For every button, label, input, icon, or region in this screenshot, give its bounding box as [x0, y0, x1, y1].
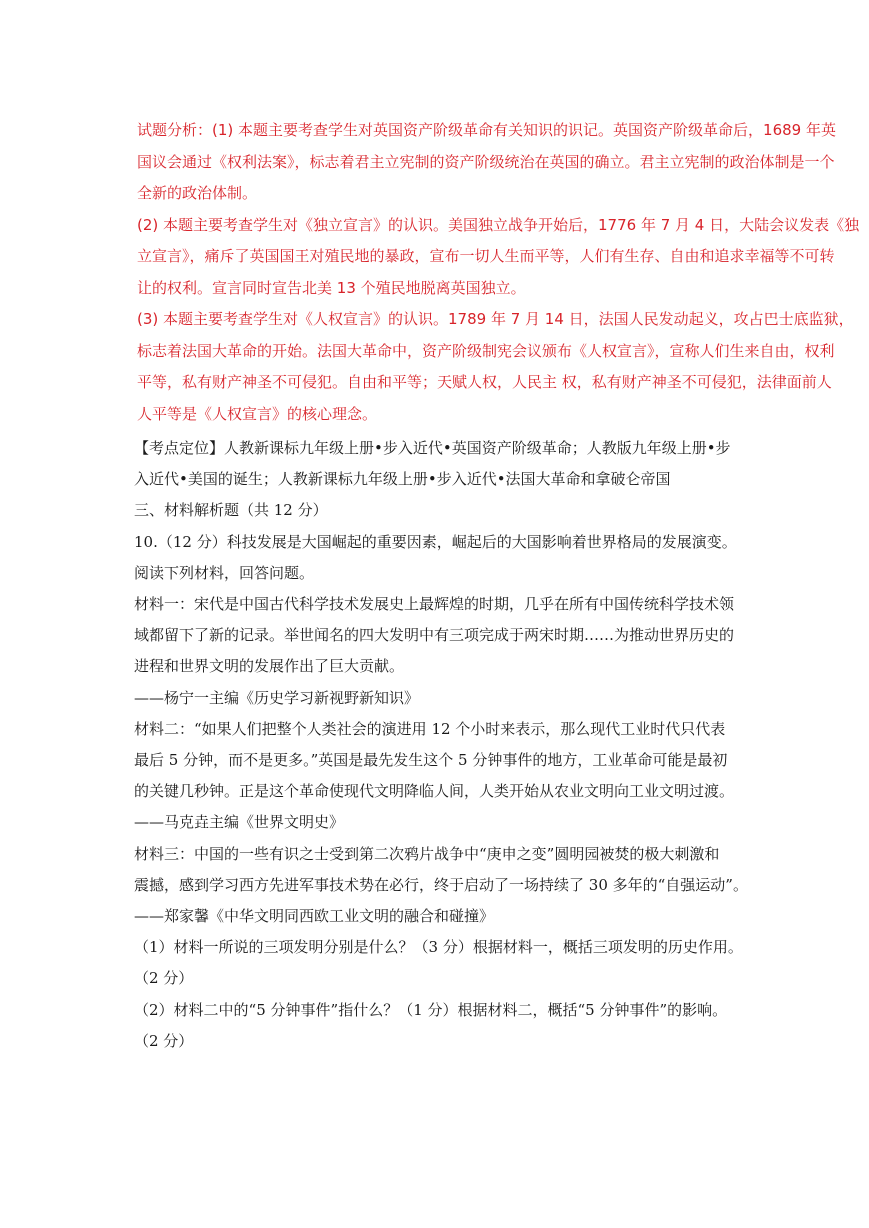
question-body — [134, 433, 794, 1057]
sub-question-score: （2 分） — [134, 969, 194, 988]
material-line: 域都留下了新的记录。举世闻名的四大发明中有三项完成于两宋时期……为推动世界历史的 — [134, 626, 735, 645]
sub-question: （2）材料二中的“5 分钟事件”指什么？（1 分）根据材料二，概括“5 分钟事件”的影响。 — [134, 1000, 728, 1019]
answer-analysis — [137, 115, 860, 430]
analysis-line: 立宣言》，痛斥了英国国王对殖民地的暴政，宣布一切人生而平等，人们有生存、自由和追求幸福等不可转 — [137, 247, 835, 265]
material-line: 震撼，感到学习西方先进军事技术势在必行，终于启动了一场持续了 30 多年的“自强运动”。 — [134, 875, 748, 894]
material-source: ——郑家馨《中华文明同西欧工业文明的融合和碰撞》 — [134, 907, 495, 926]
sub-question-score: （2 分） — [134, 1031, 194, 1050]
analysis-line: 国议会通过《权利法案》，标志着君主立宪制的资产阶级统治在英国的确立。君主立宪制的政治体制是一个 — [137, 152, 835, 171]
analysis-line: (2) 本题主要考查学生对《独立宣言》的认识。美国独立战争开始后，1776 年 7 月 4 日，大陆会议发表《独 — [137, 215, 860, 234]
material-line: 材料三：中国的一些有识之士受到第二次鸦片战争中“庚申之变”圆明园被焚的极大刺激和 — [134, 844, 720, 863]
analysis-line: 让的权利。宣言同时宣告北美 13 个殖民地脱离英国独立。 — [137, 278, 526, 297]
analysis-line: 试题分析：(1) 本题主要考查学生对英国资产阶级革命有关知识的识记。英国资产阶级革命后，1689 年英 — [137, 121, 836, 139]
kaodian-line: 【考点定位】人教新课标九年级上册•步入近代•英国资产阶级革命；人教版九年级上册•步 — [134, 439, 731, 457]
sub-question: （1）材料一所说的三项发明分别是什么？（3 分）根据材料一，概括三项发明的历史作用。 — [134, 938, 743, 957]
analysis-line: 标志着法国大革命的开始。法国大革命中，资产阶级制宪会议颁布《人权宣言》，宣称人们生来自由，权利 — [137, 341, 835, 360]
material-line: 最后 5 分钟，而不是更多。”英国是最先发生这个 5 分钟事件的地方，工业革命可能是最初 — [134, 751, 728, 770]
material-line: 进程和世界文明的发展作出了巨大贡献。 — [134, 657, 405, 676]
analysis-line: 平等，私有财产神圣不可侵犯。自由和平等；天赋人权，人民主 权，私有财产神圣不可侵犯，法律面前人 — [137, 373, 832, 391]
material-line: 的关键几秒钟。正是这个革命使现代文明降临人间，人类开始从农业文明向工业文明过渡。 — [134, 782, 735, 801]
material-line: 材料一：宋代是中国古代科学技术发展史上最辉煌的时期，几乎在所有中国传统科学技术领 — [134, 595, 735, 614]
material-source: ——杨宁一主编《历史学习新视野新知识》 — [134, 688, 420, 707]
section-heading: 三、材料解析题（共 12 分） — [134, 501, 328, 520]
question-instruction: 阅读下列材料，回答问题。 — [134, 563, 315, 582]
analysis-line: 人平等是《人权宣言》的核心理念。 — [137, 404, 378, 423]
kaodian-line: 入近代•美国的诞生；人教新课标九年级上册•步入近代•法国大革命和拿破仑帝国 — [134, 470, 671, 489]
analysis-line: 全新的政治体制。 — [137, 184, 258, 202]
analysis-line: (3) 本题主要考查学生对《人权宣言》的认识。1789 年 7 月 14 日，法国人民发动起义，攻占巴士底监狱， — [137, 310, 854, 328]
material-source: ——马克垚主编《世界文明史》 — [134, 813, 345, 832]
question-stem: 10.（12 分）科技发展是大国崛起的重要因素，崛起后的大国影响着世界格局的发展演变。 — [134, 532, 737, 551]
material-line: 材料二：“如果人们把整个人类社会的演进用 12 个小时来表示，那么现代工业时代只代表 — [134, 719, 726, 738]
